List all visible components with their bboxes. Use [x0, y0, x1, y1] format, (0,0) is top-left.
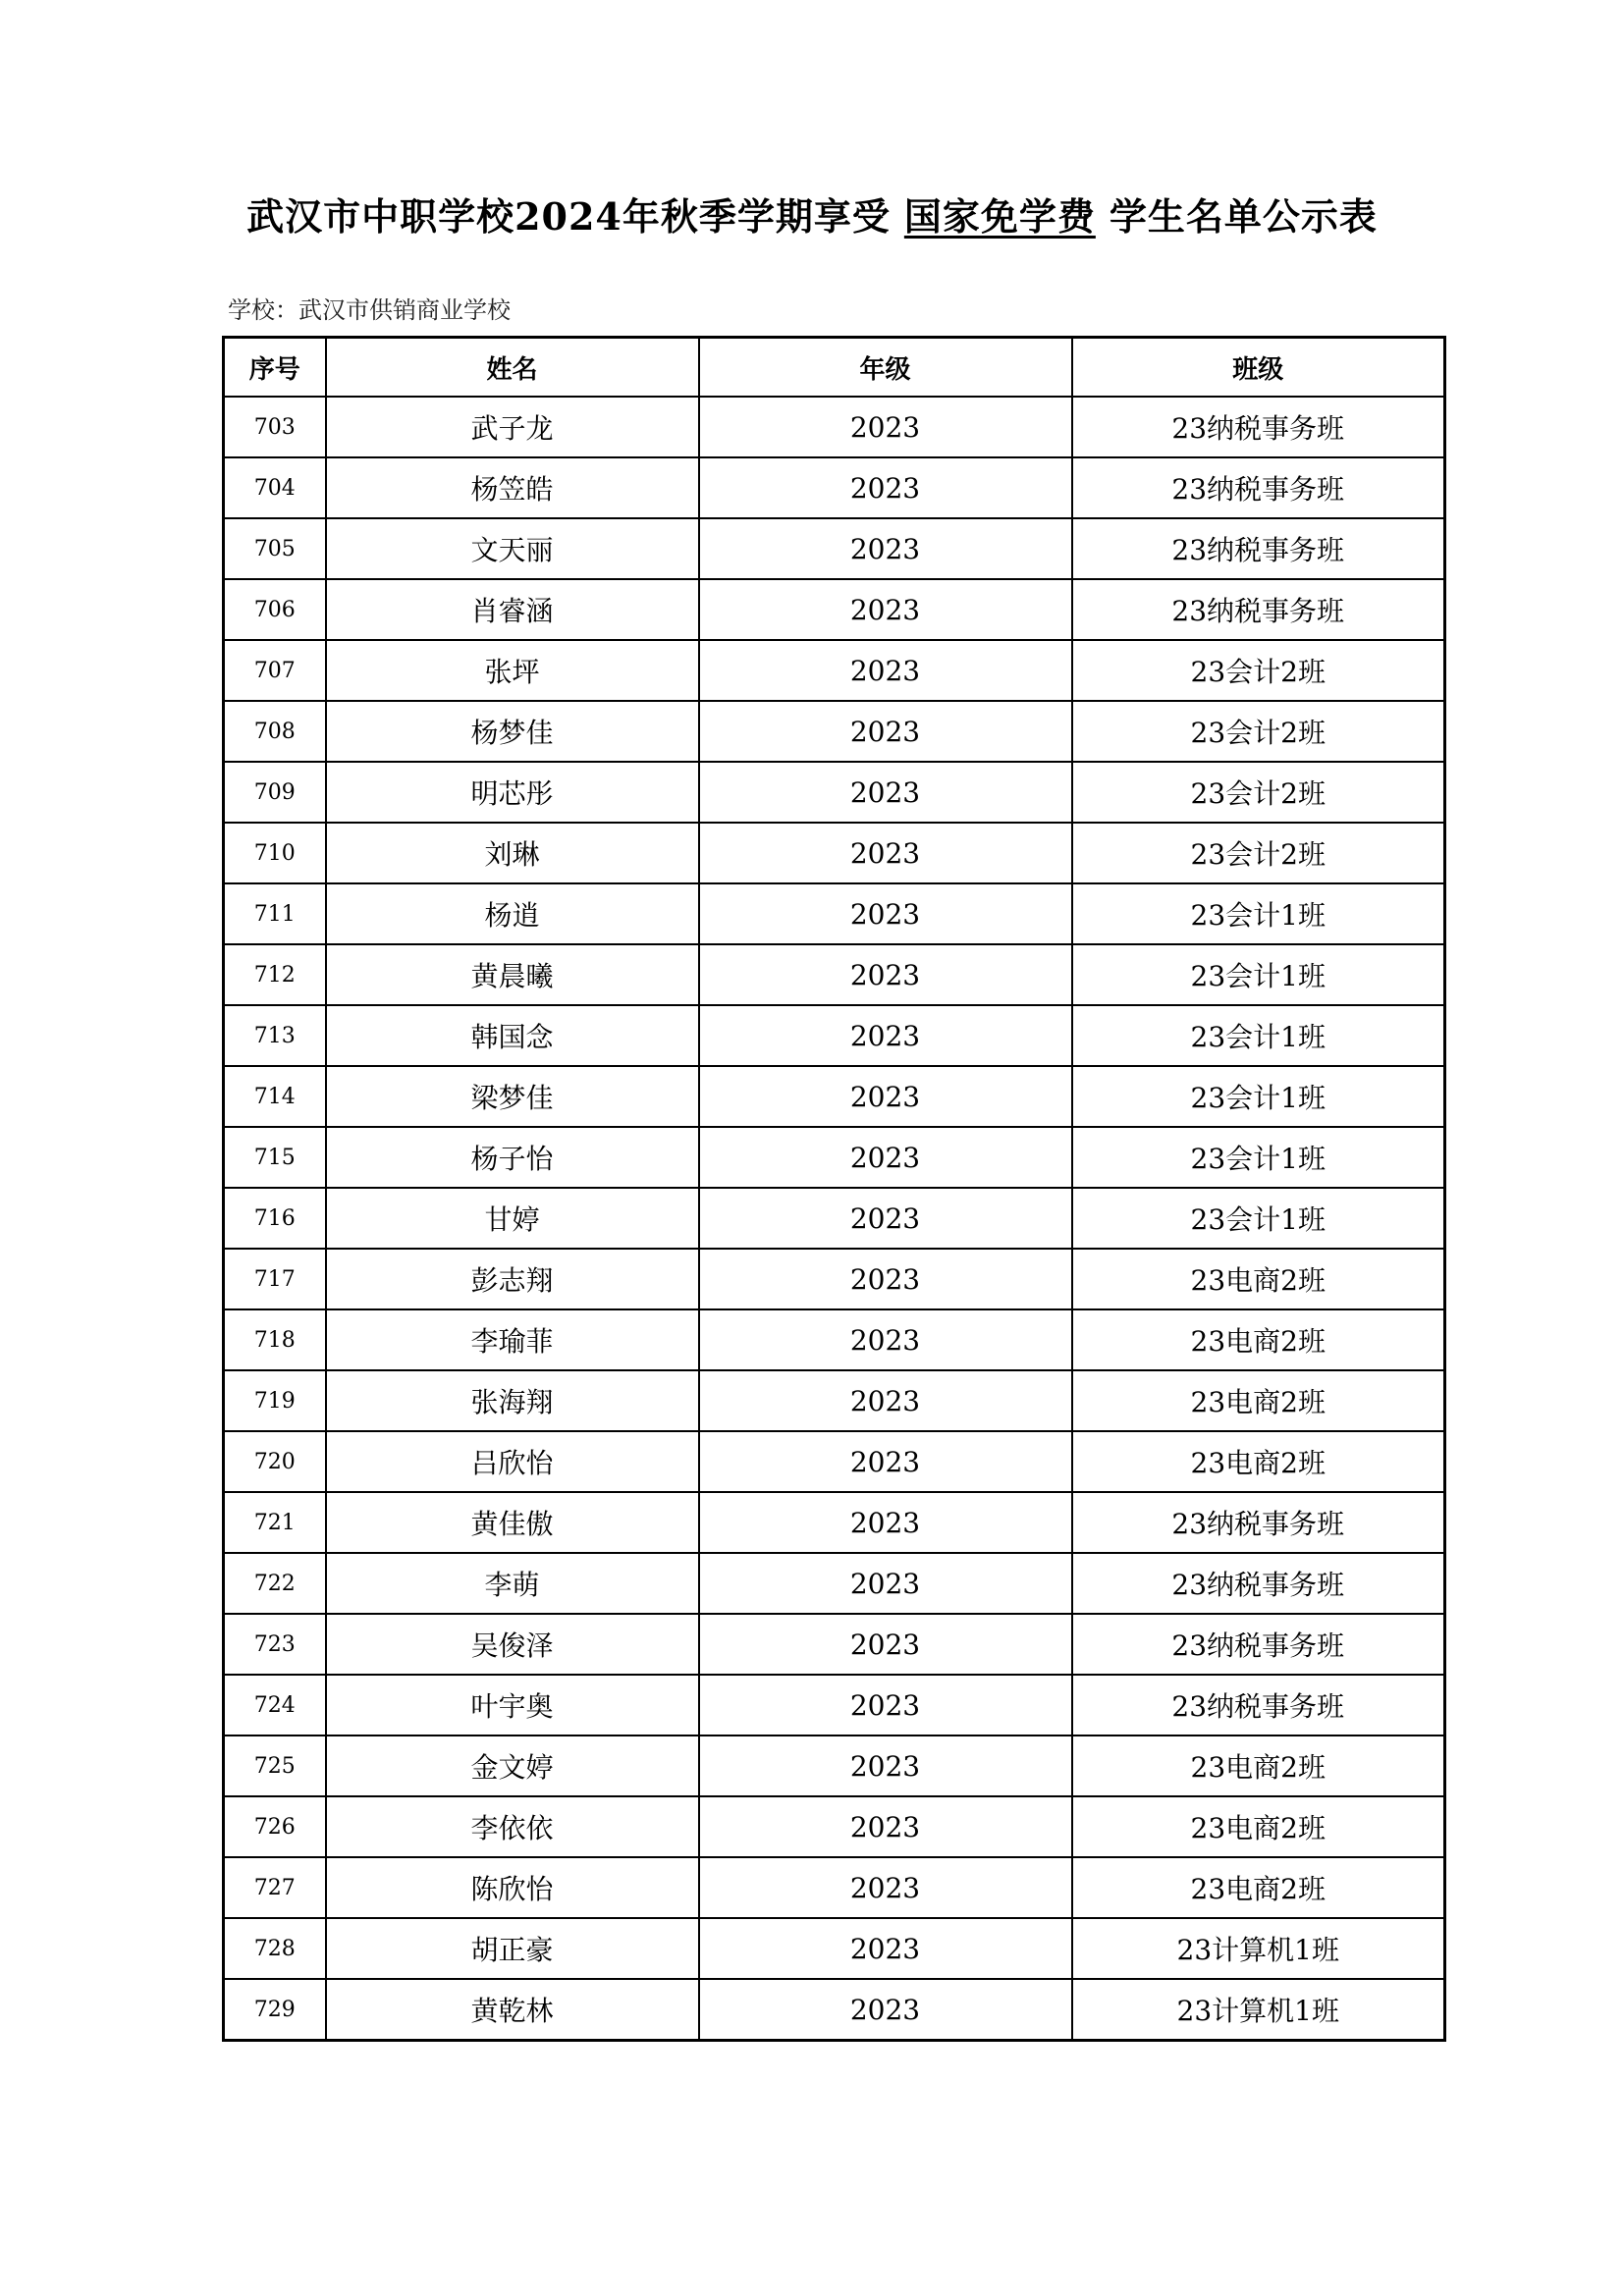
- cell-name: 吴俊泽: [326, 1614, 699, 1675]
- cell-grade: 2023: [699, 457, 1072, 518]
- title-highlight: 国家免学费: [903, 194, 1096, 239]
- header-class: 班级: [1072, 338, 1445, 398]
- cell-grade: 2023: [699, 397, 1072, 457]
- cell-serial-number: 727: [224, 1857, 326, 1918]
- cell-name: 李瑜菲: [326, 1309, 699, 1370]
- cell-serial-number: 703: [224, 397, 326, 457]
- cell-name: 吕欣怡: [326, 1431, 699, 1492]
- cell-name: 黄乾林: [326, 1979, 699, 2041]
- cell-class: 23会计1班: [1072, 1005, 1445, 1066]
- cell-class: 23电商2班: [1072, 1431, 1445, 1492]
- cell-serial-number: 707: [224, 640, 326, 701]
- cell-class: 23电商2班: [1072, 1370, 1445, 1431]
- cell-class: 23纳税事务班: [1072, 457, 1445, 518]
- cell-grade: 2023: [699, 1249, 1072, 1309]
- cell-serial-number: 706: [224, 579, 326, 640]
- cell-grade: 2023: [699, 1188, 1072, 1249]
- cell-name: 明芯彤: [326, 762, 699, 823]
- table-row: [224, 1005, 1445, 1066]
- cell-name: 张坪: [326, 640, 699, 701]
- cell-serial-number: 728: [224, 1918, 326, 1979]
- table-row: [224, 1735, 1445, 1796]
- cell-grade: 2023: [699, 883, 1072, 944]
- cell-serial-number: 716: [224, 1188, 326, 1249]
- cell-serial-number: 709: [224, 762, 326, 823]
- cell-name: 陈欣怡: [326, 1857, 699, 1918]
- cell-class: 23电商2班: [1072, 1857, 1445, 1918]
- cell-class: 23会计1班: [1072, 1188, 1445, 1249]
- cell-class: 23计算机1班: [1072, 1979, 1445, 2041]
- cell-serial-number: 711: [224, 883, 326, 944]
- cell-class: 23电商2班: [1072, 1796, 1445, 1857]
- table-row: [224, 457, 1445, 518]
- cell-serial-number: 721: [224, 1492, 326, 1553]
- table-row: [224, 944, 1445, 1005]
- student-list-table: [222, 336, 1446, 2042]
- table-row: [224, 701, 1445, 762]
- cell-grade: 2023: [699, 1066, 1072, 1127]
- cell-name: 文天丽: [326, 518, 699, 579]
- page-title: [0, 187, 1624, 240]
- cell-grade: 2023: [699, 1796, 1072, 1857]
- cell-class: 23纳税事务班: [1072, 1675, 1445, 1735]
- cell-class: 23电商2班: [1072, 1249, 1445, 1309]
- cell-name: 韩国念: [326, 1005, 699, 1066]
- table-row: [224, 823, 1445, 883]
- cell-grade: 2023: [699, 823, 1072, 883]
- cell-serial-number: 726: [224, 1796, 326, 1857]
- table-row: [224, 1492, 1445, 1553]
- table-row: [224, 1370, 1445, 1431]
- cell-name: 杨子怡: [326, 1127, 699, 1188]
- table-row: [224, 1431, 1445, 1492]
- cell-serial-number: 724: [224, 1675, 326, 1735]
- cell-serial-number: 712: [224, 944, 326, 1005]
- school-line: 学校：武汉市供销商业学校: [228, 296, 511, 324]
- table-row: [224, 397, 1445, 457]
- cell-grade: 2023: [699, 1979, 1072, 2041]
- cell-class: 23纳税事务班: [1072, 518, 1445, 579]
- cell-serial-number: 725: [224, 1735, 326, 1796]
- cell-class: 23纳税事务班: [1072, 397, 1445, 457]
- cell-grade: 2023: [699, 1918, 1072, 1979]
- cell-class: 23纳税事务班: [1072, 579, 1445, 640]
- cell-class: 23纳税事务班: [1072, 1553, 1445, 1614]
- cell-name: 黄佳傲: [326, 1492, 699, 1553]
- cell-grade: 2023: [699, 1005, 1072, 1066]
- cell-name: 彭志翔: [326, 1249, 699, 1309]
- cell-name: 武子龙: [326, 397, 699, 457]
- table-row: [224, 1249, 1445, 1309]
- header-grade: 年级: [699, 338, 1072, 398]
- cell-class: 23会计1班: [1072, 1127, 1445, 1188]
- cell-class: 23计算机1班: [1072, 1918, 1445, 1979]
- table-row: [224, 518, 1445, 579]
- table-row: [224, 640, 1445, 701]
- cell-grade: 2023: [699, 701, 1072, 762]
- table-row: [224, 1188, 1445, 1249]
- table-row: [224, 762, 1445, 823]
- table-row: [224, 1614, 1445, 1675]
- cell-grade: 2023: [699, 762, 1072, 823]
- table-row: [224, 1127, 1445, 1188]
- cell-name: 刘琳: [326, 823, 699, 883]
- cell-grade: 2023: [699, 1370, 1072, 1431]
- table-row: [224, 1857, 1445, 1918]
- cell-grade: 2023: [699, 640, 1072, 701]
- cell-grade: 2023: [699, 1492, 1072, 1553]
- cell-class: 23纳税事务班: [1072, 1492, 1445, 1553]
- cell-grade: 2023: [699, 1553, 1072, 1614]
- table-row: [224, 1309, 1445, 1370]
- cell-serial-number: 718: [224, 1309, 326, 1370]
- cell-class: 23会计1班: [1072, 883, 1445, 944]
- cell-serial-number: 713: [224, 1005, 326, 1066]
- cell-grade: 2023: [699, 1614, 1072, 1675]
- cell-serial-number: 717: [224, 1249, 326, 1309]
- cell-grade: 2023: [699, 1127, 1072, 1188]
- title-suffix: 学生名单公示表: [1109, 194, 1378, 239]
- cell-grade: 2023: [699, 579, 1072, 640]
- cell-grade: 2023: [699, 1431, 1072, 1492]
- cell-class: 23会计2班: [1072, 823, 1445, 883]
- cell-name: 胡正豪: [326, 1918, 699, 1979]
- cell-name: 梁梦佳: [326, 1066, 699, 1127]
- cell-serial-number: 729: [224, 1979, 326, 2041]
- table-row: [224, 1918, 1445, 1979]
- cell-class: 23纳税事务班: [1072, 1614, 1445, 1675]
- table-header-row: [224, 338, 1445, 398]
- cell-grade: 2023: [699, 1675, 1072, 1735]
- cell-class: 23会计2班: [1072, 701, 1445, 762]
- cell-serial-number: 723: [224, 1614, 326, 1675]
- cell-name: 杨笠皓: [326, 457, 699, 518]
- cell-serial-number: 705: [224, 518, 326, 579]
- cell-name: 李依依: [326, 1796, 699, 1857]
- cell-serial-number: 715: [224, 1127, 326, 1188]
- cell-name: 肖睿涵: [326, 579, 699, 640]
- cell-name: 杨梦佳: [326, 701, 699, 762]
- table-row: [224, 579, 1445, 640]
- cell-grade: 2023: [699, 944, 1072, 1005]
- cell-grade: 2023: [699, 1309, 1072, 1370]
- cell-name: 金文婷: [326, 1735, 699, 1796]
- cell-class: 23会计1班: [1072, 1066, 1445, 1127]
- cell-name: 甘婷: [326, 1188, 699, 1249]
- cell-serial-number: 720: [224, 1431, 326, 1492]
- cell-class: 23会计2班: [1072, 640, 1445, 701]
- cell-name: 黄晨曦: [326, 944, 699, 1005]
- cell-name: 李萌: [326, 1553, 699, 1614]
- cell-serial-number: 708: [224, 701, 326, 762]
- cell-grade: 2023: [699, 1735, 1072, 1796]
- cell-class: 23会计2班: [1072, 762, 1445, 823]
- cell-grade: 2023: [699, 518, 1072, 579]
- cell-name: 叶宇奥: [326, 1675, 699, 1735]
- cell-serial-number: 710: [224, 823, 326, 883]
- title-prefix: 武汉市中职学校2024年秋季学期享受: [246, 194, 891, 239]
- cell-grade: 2023: [699, 1857, 1072, 1918]
- cell-serial-number: 704: [224, 457, 326, 518]
- table-row: [224, 1066, 1445, 1127]
- table-row: [224, 1979, 1445, 2041]
- cell-name: 张海翔: [326, 1370, 699, 1431]
- table-row: [224, 1553, 1445, 1614]
- cell-class: 23电商2班: [1072, 1735, 1445, 1796]
- table-row: [224, 883, 1445, 944]
- cell-class: 23会计1班: [1072, 944, 1445, 1005]
- table-row: [224, 1675, 1445, 1735]
- cell-name: 杨逍: [326, 883, 699, 944]
- cell-serial-number: 722: [224, 1553, 326, 1614]
- header-name: 姓名: [326, 338, 699, 398]
- cell-serial-number: 714: [224, 1066, 326, 1127]
- cell-serial-number: 719: [224, 1370, 326, 1431]
- cell-class: 23电商2班: [1072, 1309, 1445, 1370]
- table-row: [224, 1796, 1445, 1857]
- header-serial-number: 序号: [224, 338, 326, 398]
